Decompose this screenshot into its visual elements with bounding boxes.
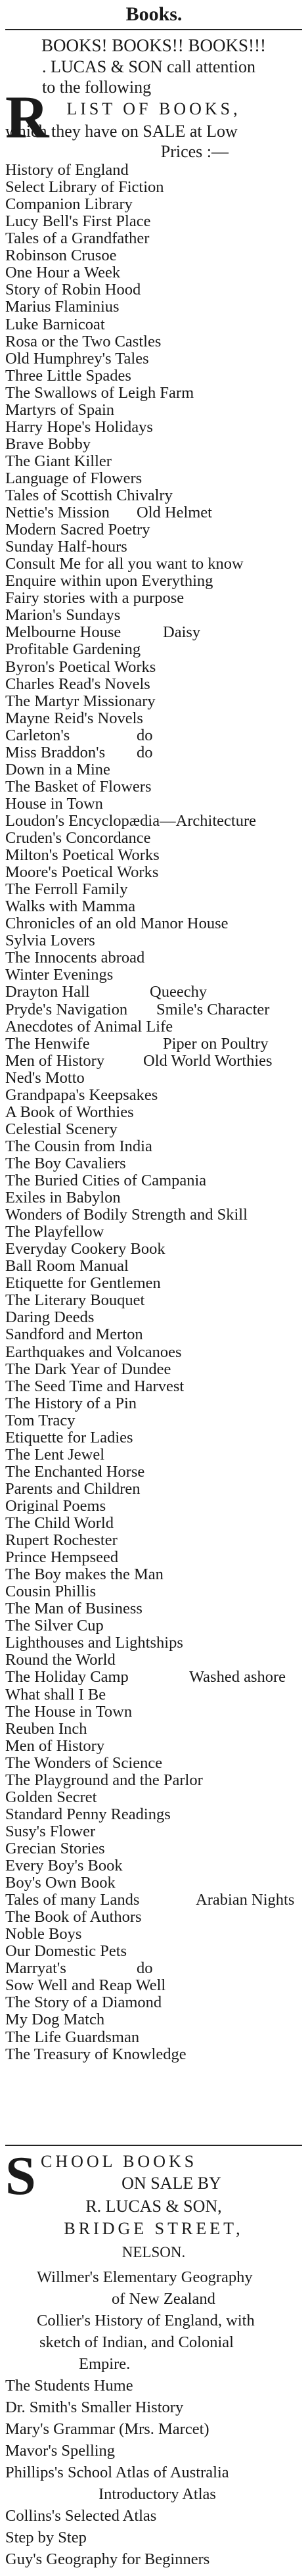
- book-item: [5, 1258, 302, 1275]
- book-item: [5, 1515, 302, 1532]
- book-title-second: Washed ashore: [189, 1668, 286, 1686]
- school-book-item: of New Zealand: [112, 2290, 215, 2308]
- book-item: [5, 1326, 302, 1343]
- book-title: The Treasury of Knowledge: [5, 2045, 187, 2063]
- book-item: [5, 1172, 302, 1189]
- book-item: [5, 1395, 302, 1412]
- book-title: My Dog Match: [5, 2011, 105, 2029]
- school-book-item: sketch of Indian, and Colonial: [39, 2333, 234, 2351]
- book-item: [5, 1104, 302, 1121]
- book-title: Pryde's Navigation: [5, 1000, 128, 1018]
- book-title: Walks with Mamma: [5, 897, 136, 916]
- book-item: [5, 1087, 302, 1104]
- book-item: [5, 2029, 302, 2046]
- book-title: Celestial Scenery: [5, 1120, 118, 1138]
- book-item: [5, 436, 302, 453]
- book-item: [5, 1600, 302, 1617]
- book-item: [5, 1994, 302, 2011]
- intro-line-5: Prices :—: [160, 142, 229, 161]
- book-title: The Book of Authors: [5, 1908, 142, 1926]
- book-title: Etiquette for Gentlemen: [5, 1274, 161, 1293]
- school-line-2: ON SALE BY: [121, 2174, 221, 2193]
- book-item: [5, 1275, 302, 1292]
- book-item: [5, 1652, 302, 1669]
- book-item: [5, 1155, 302, 1172]
- book-item: [5, 847, 302, 864]
- book-item: [5, 1498, 302, 1515]
- book-item: [5, 949, 302, 966]
- book-item: [5, 1189, 302, 1206]
- banner: BOOKS! BOOKS!! BOOKS!!!: [41, 36, 266, 55]
- book-title-second: do: [137, 743, 153, 761]
- book-item: [5, 727, 302, 744]
- book-title: One Hour a Week: [5, 264, 121, 282]
- book-title: The Henwife: [5, 1034, 90, 1053]
- book-item: [5, 162, 302, 179]
- section-heading: Books.: [125, 3, 183, 25]
- book-item: [5, 419, 302, 436]
- book-title-second: Queechy: [150, 983, 208, 1001]
- book-title: Robinson Crusoe: [5, 247, 117, 265]
- book-item: [5, 590, 302, 607]
- book-item: [5, 1960, 302, 1977]
- book-item: [5, 624, 302, 641]
- book-item: [5, 1738, 302, 1755]
- book-item: [5, 1583, 302, 1600]
- book-item: [5, 230, 302, 247]
- book-item: [5, 504, 302, 521]
- book-item: [5, 778, 302, 796]
- book-title: Every Boy's Book: [5, 1857, 123, 1874]
- book-item: [5, 607, 302, 624]
- book-item: [5, 932, 302, 949]
- book-item: [5, 1036, 302, 1053]
- book-title: Fairy stories with a purpose: [5, 589, 185, 608]
- school-book-item: Mavor's Spelling: [5, 2442, 116, 2460]
- book-title-second: Arabian Nights: [196, 1891, 295, 1909]
- book-title: Sandford and Merton: [5, 1325, 143, 1344]
- book-title: Reuben Inch: [5, 1719, 87, 1738]
- book-item: [5, 966, 302, 984]
- book-item: [5, 247, 302, 264]
- book-title: Etiquette for Ladies: [5, 1428, 133, 1446]
- book-title: Wonders of Bodily Strength and Skill: [5, 1206, 248, 1224]
- book-item: [5, 196, 302, 213]
- book-title: Down in a Mine: [5, 760, 110, 778]
- book-item: [5, 1909, 302, 1926]
- book-title: The Giant Killer: [5, 452, 112, 470]
- book-title: House in Town: [5, 794, 103, 813]
- book-item: [5, 1053, 302, 1070]
- book-item: [5, 1481, 302, 1498]
- book-item: [5, 1789, 302, 1806]
- book-title: The Boy makes the Man: [5, 1565, 164, 1584]
- book-item: [5, 1566, 302, 1583]
- book-title: The Life Guardsman: [5, 2028, 140, 2046]
- book-item: [5, 298, 302, 316]
- book-item: [5, 2011, 302, 2028]
- school-book-item: Collier's History of England, with: [37, 2312, 255, 2329]
- book-title: Loudon's Encyclopædia—Architecture: [5, 811, 257, 830]
- book-item: [5, 213, 302, 230]
- section-rule: [5, 2145, 302, 2146]
- book-title: What shall I Be: [5, 1685, 106, 1704]
- book-item: [5, 1292, 302, 1309]
- book-item: [5, 1001, 302, 1018]
- book-title: Winter Evenings: [5, 966, 114, 984]
- book-title: Men of History: [5, 1736, 105, 1755]
- book-item: [5, 659, 302, 676]
- book-item: [5, 487, 302, 504]
- book-item: [5, 744, 302, 761]
- book-item: [5, 1926, 302, 1943]
- book-title: The Playfellow: [5, 1223, 104, 1241]
- book-title: Three Little Spades: [5, 366, 131, 385]
- book-item: [5, 316, 302, 333]
- book-title: Round the World: [5, 1651, 116, 1669]
- book-item: [5, 281, 302, 298]
- book-item: [5, 573, 302, 590]
- book-item: [5, 1857, 302, 1874]
- book-item: [5, 1361, 302, 1378]
- book-title: Language of Flowers: [5, 469, 143, 487]
- book-title: Drayton Hall: [5, 983, 90, 1001]
- book-item: [5, 641, 302, 658]
- intro-line-2: to the following: [42, 78, 152, 97]
- book-item: [5, 984, 302, 1001]
- book-title: Sylvia Lovers: [5, 932, 95, 950]
- book-item: [5, 1755, 302, 1772]
- book-title: Old Humphrey's Tales: [5, 349, 149, 368]
- school-book-item: Mary's Grammar (Mrs. Marcet): [5, 2420, 209, 2438]
- book-item: [5, 1309, 302, 1326]
- school-book-item: Phillips's School Atlas of Australia: [5, 2464, 229, 2481]
- book-item: [5, 864, 302, 881]
- book-item: [5, 538, 302, 556]
- school-book-item: Collins's Selected Atlas: [5, 2507, 157, 2525]
- book-item: [5, 453, 302, 470]
- book-item: [5, 470, 302, 487]
- book-title: Select Library of Fiction: [5, 178, 164, 197]
- intro-line-4: which they have on SALE at Low: [5, 122, 238, 141]
- book-item: [5, 1669, 302, 1686]
- book-item: [5, 1070, 302, 1087]
- book-title: Boy's Own Book: [5, 1874, 116, 1892]
- heading-rule: [5, 29, 302, 30]
- book-title: Miss Braddon's: [5, 743, 106, 761]
- book-item: [5, 1874, 302, 1892]
- book-title: Enquire within upon Everything: [5, 572, 213, 590]
- school-book-item: Willmer's Elementary Geography: [37, 2268, 253, 2286]
- book-item: [5, 1721, 302, 1738]
- book-title: Daring Deeds: [5, 1308, 95, 1327]
- book-item: [5, 333, 302, 350]
- book-title: Marius Flaminius: [5, 298, 120, 316]
- book-title: A Book of Worthies: [5, 1103, 134, 1121]
- book-item: [5, 1121, 302, 1138]
- book-item: [5, 179, 302, 196]
- school-book-item: Step by Step: [5, 2529, 87, 2546]
- book-item: [5, 1206, 302, 1224]
- book-item: [5, 881, 302, 898]
- book-title: Modern Sacred Poetry: [5, 521, 150, 539]
- book-title: Original Poems: [5, 1496, 106, 1515]
- book-item: [5, 1464, 302, 1481]
- book-title: Everyday Cookery Book: [5, 1240, 165, 1258]
- book-title: Cousin Phillis: [5, 1583, 97, 1601]
- book-title: Tales of a Grandfather: [5, 229, 150, 248]
- school-book-item: Introductory Atlas: [99, 2485, 216, 2503]
- book-title: Chronicles of an old Manor House: [5, 915, 229, 933]
- school-line-3: R. LUCAS & SON,: [85, 2197, 222, 2216]
- book-item: [5, 1549, 302, 1566]
- book-title-second: do: [137, 1959, 153, 1978]
- book-title: Exiles in Babylon: [5, 1189, 121, 1206]
- book-title: The Boy Cavaliers: [5, 1154, 126, 1172]
- book-title: The Enchanted Horse: [5, 1462, 145, 1481]
- book-title: Carleton's: [5, 726, 70, 744]
- book-item: [5, 1344, 302, 1361]
- book-item: [5, 402, 302, 419]
- book-title: The History of a Pin: [5, 1394, 137, 1412]
- book-title: The Swallows of Leigh Farm: [5, 383, 194, 402]
- book-title: Ball Room Manual: [5, 1257, 129, 1276]
- book-item: [5, 556, 302, 573]
- book-item: [5, 761, 302, 778]
- drop-cap-s: S: [5, 2145, 36, 2206]
- book-item: [5, 676, 302, 693]
- book-item: [5, 915, 302, 932]
- book-title: Our Domestic Pets: [5, 1942, 127, 1961]
- school-book-item: Empire.: [79, 2355, 131, 2373]
- book-item: [5, 1429, 302, 1446]
- book-item: [5, 1617, 302, 1634]
- book-item: [5, 521, 302, 538]
- book-title: The Cousin from India: [5, 1137, 152, 1155]
- school-line-1: CHOOL BOOKS: [41, 2152, 198, 2171]
- book-title: Nettie's Mission: [5, 504, 110, 521]
- school-book-item: Guy's Geography for Beginners: [5, 2550, 210, 2568]
- book-item: [5, 1241, 302, 1258]
- book-title: Mayne Reid's Novels: [5, 709, 143, 727]
- book-item: [5, 813, 302, 830]
- book-title: The Ferroll Family: [5, 880, 128, 899]
- book-title: Rupert Rochester: [5, 1531, 118, 1549]
- book-title: The Lent Jewel: [5, 1445, 105, 1464]
- book-item: [5, 1412, 302, 1429]
- book-item: [5, 1977, 302, 1994]
- book-title-second: Smile's Character: [156, 1000, 270, 1018]
- drop-cap-r: R: [5, 83, 49, 151]
- book-title: Grandpapa's Keepsakes: [5, 1085, 158, 1104]
- school-line-5: NELSON.: [121, 2244, 186, 2260]
- book-title: Golden Secret: [5, 1788, 97, 1806]
- book-item: [5, 2046, 302, 2063]
- book-title: Marion's Sundays: [5, 606, 121, 625]
- book-title: Profitable Gardening: [5, 640, 141, 659]
- book-item: [5, 1772, 302, 1789]
- book-item: [5, 1634, 302, 1652]
- book-item: [5, 1224, 302, 1241]
- book-item: [5, 1686, 302, 1704]
- book-title: The Playground and the Parlor: [5, 1771, 203, 1789]
- book-item: [5, 264, 302, 281]
- book-title: Anecdotes of Animal Life: [5, 1017, 173, 1036]
- book-title: Grecian Stories: [5, 1839, 105, 1857]
- book-title: The Literary Bouquet: [5, 1291, 145, 1310]
- book-title-second: Old Helmet: [137, 504, 212, 521]
- book-title: Standard Penny Readings: [5, 1805, 171, 1823]
- book-title: The Silver Cup: [5, 1617, 104, 1635]
- book-title: The Dark Year of Dundee: [5, 1360, 171, 1378]
- book-title: Sunday Half-hours: [5, 538, 127, 556]
- book-title: The Story of a Diamond: [5, 1993, 162, 2012]
- book-item: [5, 1018, 302, 1036]
- book-title: Earthquakes and Volcanoes: [5, 1343, 182, 1361]
- book-title: The Martyr Missionary: [5, 692, 156, 710]
- book-item: [5, 1532, 302, 1549]
- book-title: Lucy Bell's First Place: [5, 212, 151, 231]
- book-title: Sow Well and Reap Well: [5, 1976, 166, 1995]
- book-item: [5, 368, 302, 385]
- book-title: Lighthouses and Lightships: [5, 1634, 183, 1652]
- book-title: Story of Robin Hood: [5, 281, 141, 299]
- book-title: Byron's Poetical Works: [5, 657, 156, 676]
- book-title-second: Piper on Poultry: [163, 1034, 269, 1053]
- book-title: Luke Barnicoat: [5, 315, 105, 333]
- book-item: [5, 1806, 302, 1823]
- book-item: [5, 796, 302, 813]
- book-title: Tales of many Lands: [5, 1891, 140, 1909]
- book-title: The Basket of Flowers: [5, 777, 152, 796]
- book-title: Milton's Poetical Works: [5, 846, 160, 864]
- book-title-second: Old World Worthies: [143, 1051, 273, 1070]
- book-title: Charles Read's Novels: [5, 675, 150, 693]
- school-line-4: BRIDGE STREET,: [64, 2219, 244, 2238]
- book-title: Martyrs of Spain: [5, 400, 115, 419]
- book-title: Melbourne House: [5, 623, 121, 642]
- book-title: Tom Tracy: [5, 1411, 76, 1429]
- book-title: Brave Bobby: [5, 435, 91, 453]
- book-title: Marryat's: [5, 1959, 66, 1978]
- book-title-second: Daisy: [163, 623, 201, 642]
- school-book-item: The Students Hume: [5, 2377, 133, 2395]
- book-item: [5, 710, 302, 727]
- intro-line-1: . LUCAS & SON call attention: [42, 57, 255, 76]
- book-title: The Innocents abroad: [5, 949, 145, 967]
- book-title: Susy's Flower: [5, 1822, 96, 1840]
- book-title: The Seed Time and Harvest: [5, 1377, 185, 1395]
- school-book-item: Dr. Smith's Smaller History: [5, 2398, 184, 2416]
- book-title: Cruden's Concordance: [5, 829, 151, 847]
- book-title: Ned's Motto: [5, 1068, 85, 1087]
- book-item: [5, 350, 302, 368]
- book-title: The Buried Cities of Campania: [5, 1172, 207, 1189]
- book-title: Companion Library: [5, 195, 133, 214]
- book-item: [5, 898, 302, 915]
- book-title: Moore's Poetical Works: [5, 863, 159, 881]
- book-title: History of England: [5, 161, 129, 179]
- book-title: The Wonders of Science: [5, 1753, 163, 1772]
- book-title: Prince Hempseed: [5, 1548, 119, 1567]
- book-title: The Man of Business: [5, 1600, 143, 1618]
- book-item: [5, 1823, 302, 1840]
- book-title: The Holiday Camp: [5, 1668, 129, 1686]
- book-item: [5, 385, 302, 402]
- book-title: Rosa or the Two Castles: [5, 332, 162, 350]
- book-item: [5, 1704, 302, 1721]
- book-item: [5, 1892, 302, 1909]
- intro-line-3: LIST OF BOOKS,: [66, 99, 241, 118]
- book-title: Tales of Scottish Chivalry: [5, 487, 173, 504]
- book-title-second: do: [137, 726, 153, 744]
- book-item: [5, 693, 302, 710]
- book-item: [5, 1378, 302, 1395]
- book-title: Parents and Children: [5, 1479, 141, 1498]
- book-title: The Child World: [5, 1514, 114, 1532]
- book-item: [5, 1840, 302, 1857]
- book-item: [5, 1138, 302, 1155]
- book-title: Men of History: [5, 1051, 105, 1070]
- book-item: [5, 1446, 302, 1464]
- book-title: Harry Hope's Holidays: [5, 417, 153, 436]
- book-title: The House in Town: [5, 1702, 133, 1721]
- book-title: Consult Me for all you want to know: [5, 555, 244, 573]
- book-item: [5, 830, 302, 847]
- book-item: [5, 1943, 302, 1960]
- book-title: Noble Boys: [5, 1925, 82, 1944]
